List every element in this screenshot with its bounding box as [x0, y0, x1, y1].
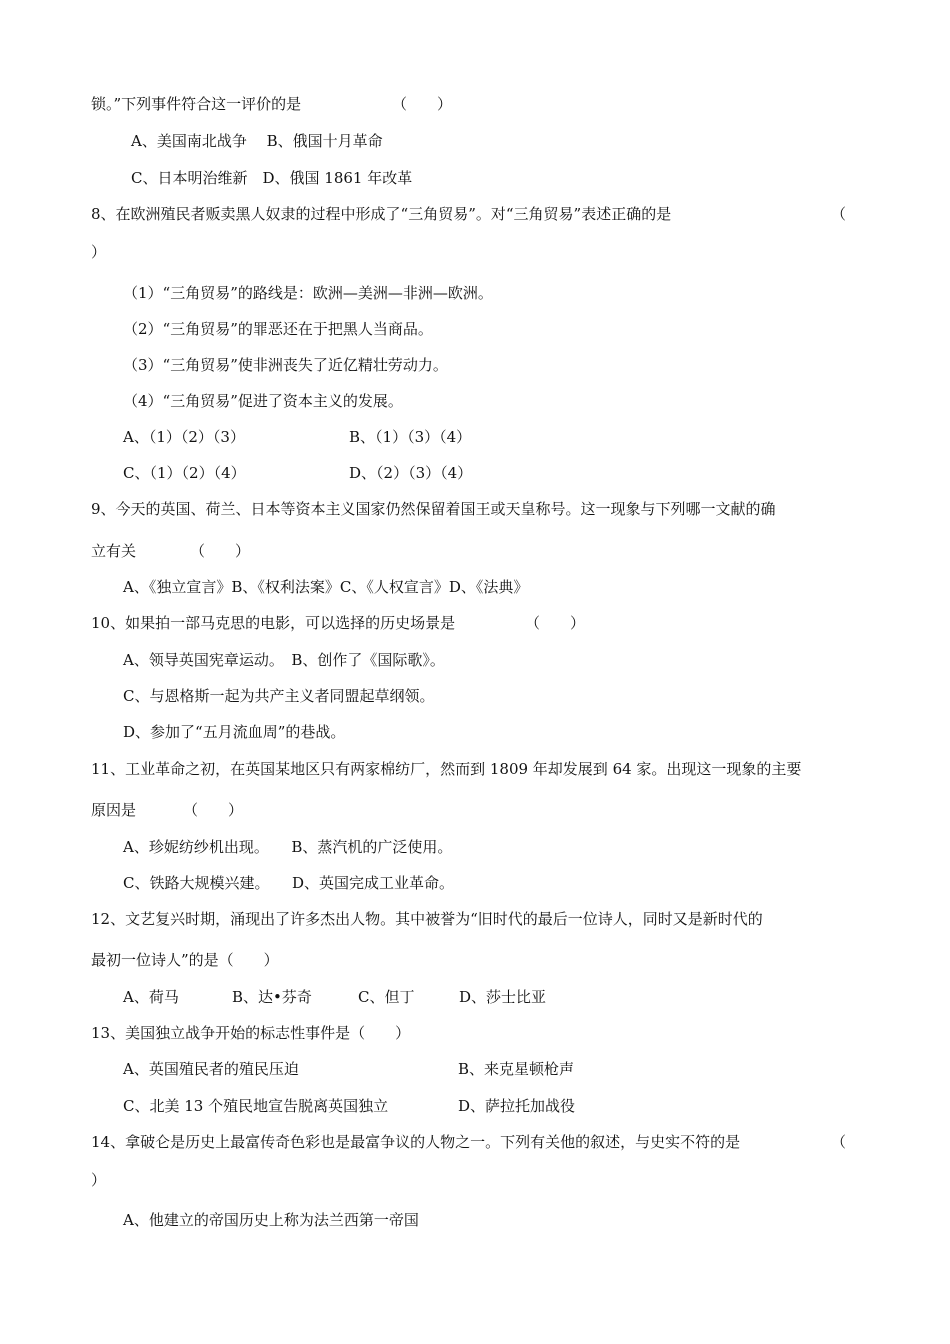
- option-a: A、荷马: [123, 988, 179, 1006]
- answer-parenthesis: （ ）: [190, 542, 251, 560]
- answer-parenthesis: （: [831, 1133, 847, 1151]
- option-d: D、萨拉托加战役: [458, 1097, 576, 1115]
- question-12-cont: 最初一位诗人”的是（ ）: [91, 951, 279, 969]
- statement-line: （1）“三角贸易”的路线是：欧洲—美洲—非洲—欧洲。: [123, 284, 493, 302]
- question-14: 14、拿破仑是历史上最富传奇色彩也是最富争议的人物之一。下列有关他的叙述，与史实不符的是: [91, 1133, 741, 1151]
- statement-line: （2）“三角贸易”的罪恶还在于把黑人当商品。: [123, 320, 433, 338]
- option-d: D、（2）（3）（4）: [349, 464, 473, 482]
- answer-parenthesis: （: [831, 205, 847, 223]
- option-c: C、（1）（2）（4）: [123, 464, 246, 482]
- answer-parenthesis: （ ）: [183, 801, 244, 819]
- question-13: 13、美国独立战争开始的标志性事件是（ ）: [91, 1024, 411, 1042]
- option-c: C、北美 13 个殖民地宣告脱离英国独立: [123, 1097, 389, 1115]
- option-line: A、领导英国宪章运动。 B、创作了《国际歌》。: [123, 651, 445, 669]
- option-line: D、参加了“五月流血周”的巷战。: [123, 723, 346, 741]
- question-11-cont: 原因是: [91, 801, 137, 819]
- answer-parenthesis: ）: [91, 1171, 107, 1189]
- answer-parenthesis: （ ）: [392, 95, 453, 113]
- option-b: B、（1）（3）（4）: [349, 428, 472, 446]
- question-9-cont: 立有关: [91, 542, 137, 560]
- option-line: C、与恩格斯一起为共产主义者同盟起草纲领。: [123, 687, 435, 705]
- question-11: 11、工业革命之初，在英国某地区只有两家棉纺厂，然而到 1809 年却发展到 64 家。出现这一现象的主要: [91, 760, 802, 778]
- option-line: A、他建立的帝国历史上称为法兰西第一帝国: [123, 1211, 419, 1229]
- statement-line: （3）“三角贸易”使非洲丧失了近亿精壮劳动力。: [123, 356, 448, 374]
- question-12: 12、文艺复兴时期，涌现出了许多杰出人物。其中被誉为“旧时代的最后一位诗人，同时又是新时代的: [91, 910, 763, 928]
- question-9: 9、今天的英国、荷兰、日本等资本主义国家仍然保留着国王或天皇称号。这一现象与下列哪一文献的确: [91, 500, 776, 518]
- option-line: A、美国南北战争 B、俄国十月革命: [131, 132, 383, 150]
- option-a: A、（1）（2）（3）: [123, 428, 245, 446]
- option-line: C、日本明治维新 D、俄国 1861 年改革: [131, 169, 413, 187]
- option-line: A、珍妮纺纱机出现。 B、蒸汽机的广泛使用。: [123, 838, 453, 856]
- option-c: C、但丁: [358, 988, 415, 1006]
- option-b: B、来克星顿枪声: [458, 1060, 575, 1078]
- option-a: A、英国殖民者的殖民压迫: [123, 1060, 299, 1078]
- question-8: 8、在欧洲殖民者贩卖黑人奴隶的过程中形成了“三角贸易”。对“三角贸易”表述正确的是: [91, 205, 672, 223]
- answer-parenthesis: ）: [91, 243, 107, 261]
- question-10: 10、如果拍一部马克思的电影，可以选择的历史场景是: [91, 614, 456, 632]
- question-7-stem-end: 锁。”下列事件符合这一评价的是: [91, 95, 302, 113]
- options-line: A、《独立宣言》B、《权利法案》C、《人权宣言》D、《法典》: [123, 578, 529, 596]
- option-d: D、莎士比亚: [459, 988, 547, 1006]
- option-b: B、达•芬奇: [232, 988, 312, 1006]
- answer-parenthesis: （ ）: [525, 614, 586, 632]
- statement-line: （4）“三角贸易”促进了资本主义的发展。: [123, 392, 403, 410]
- option-line: C、铁路大规模兴建。 D、英国完成工业革命。: [123, 874, 455, 892]
